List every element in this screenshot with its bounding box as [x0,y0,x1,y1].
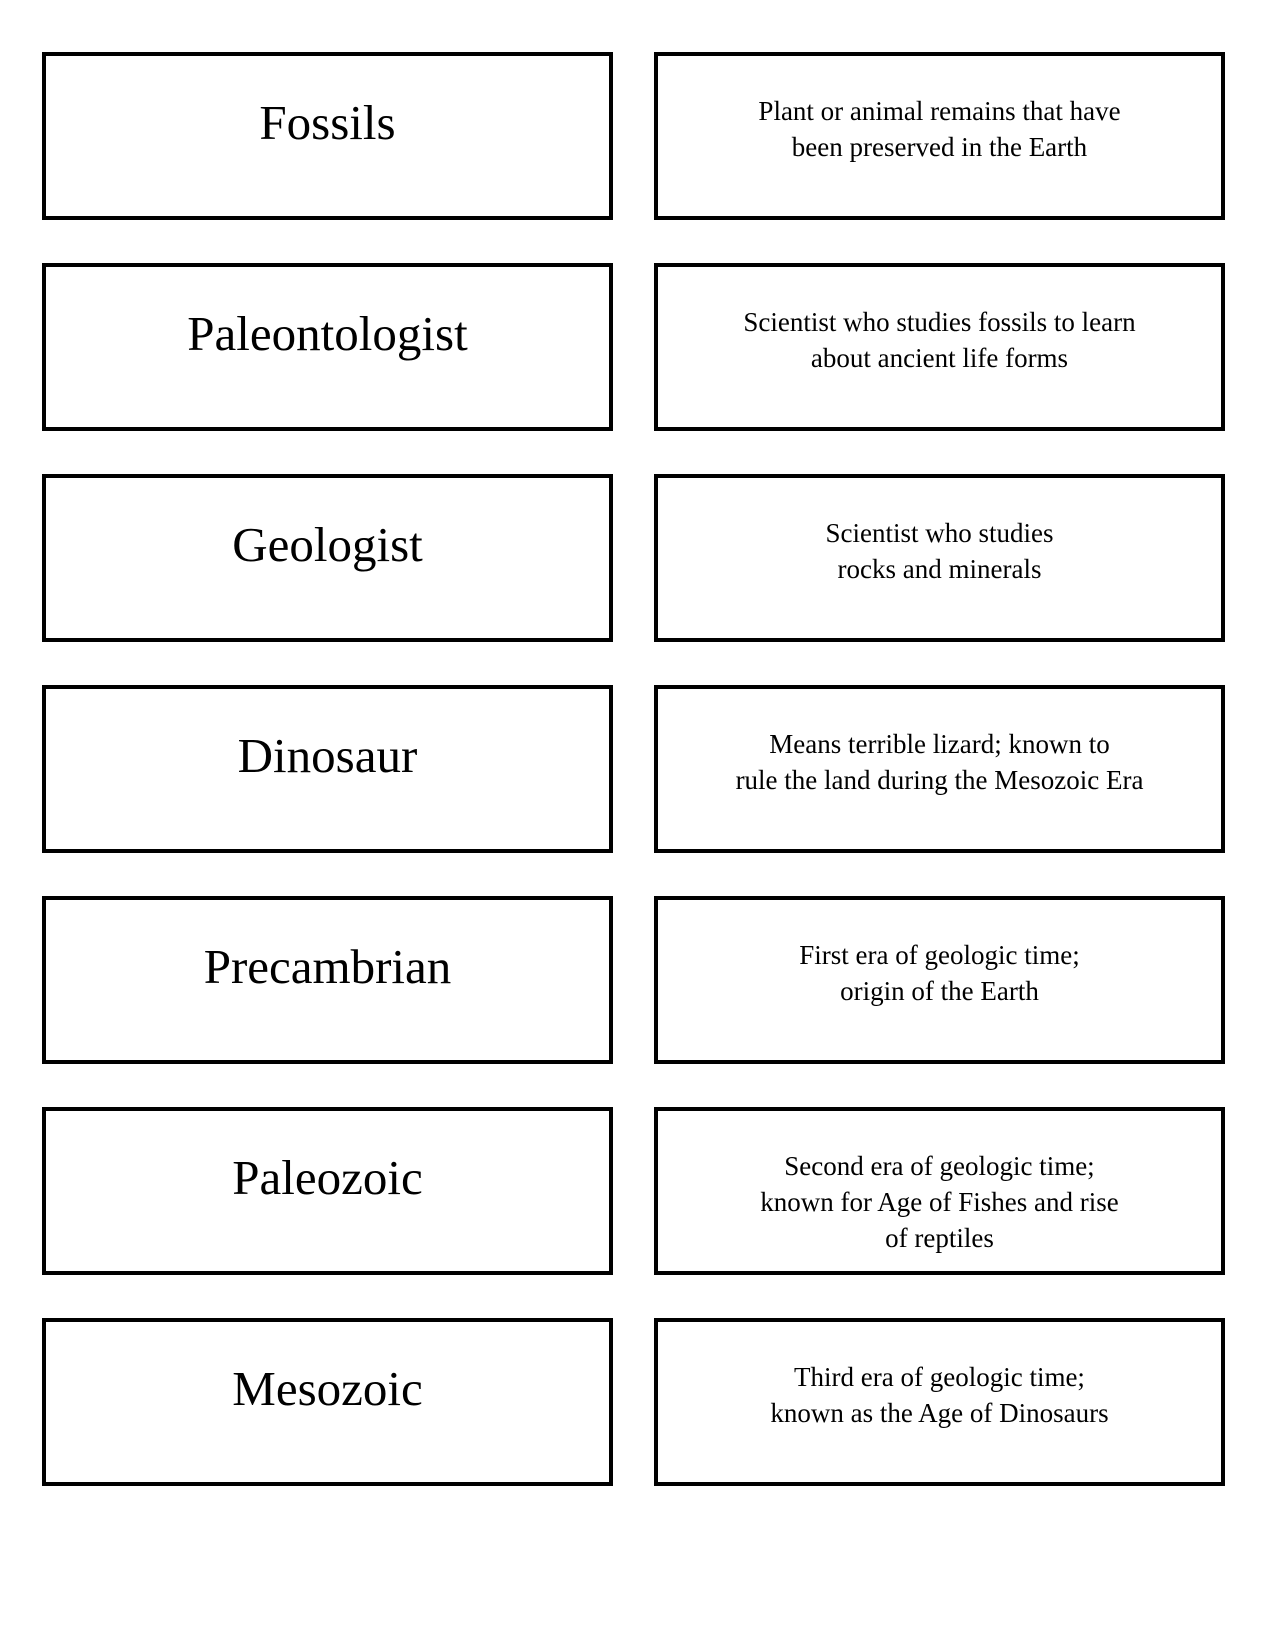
card-pair-geologist [0,474,1275,642]
card-pair-dinosaur [0,685,1275,853]
term-text: Dinosaur [237,728,418,783]
card-pair-paleozoic [0,1107,1275,1275]
term-card [42,685,613,853]
definition-card [654,685,1225,853]
term-text: Paleontologist [187,306,468,361]
term-text: Paleozoic [232,1150,423,1205]
definition-text: Scientist who studies fossils to learn about ancient life forms [743,307,1136,373]
term-card [42,263,613,431]
definition-text: First era of geologic time; origin of the Earth [799,940,1080,1006]
card-pair-paleontologist [0,263,1275,431]
definition-card [654,1318,1225,1486]
definition-card [654,474,1225,642]
definition-text: Second era of geologic time; known for Age of Fishes and rise of reptiles [760,1151,1119,1253]
term-card [42,52,613,220]
term-text: Fossils [259,95,396,150]
term-card [42,1107,613,1275]
term-card [42,474,613,642]
term-text: Mesozoic [232,1361,423,1416]
term-card [42,896,613,1064]
term-text: Precambrian [203,939,452,994]
definition-text: Means terrible lizard; known to rule the land during the Mesozoic Era [735,729,1144,795]
term-text: Geologist [232,517,423,572]
term-card [42,1318,613,1486]
definition-card [654,52,1225,220]
definition-text: Plant or animal remains that have been preserved in the Earth [758,96,1121,162]
definition-text: Scientist who studies rocks and minerals [825,518,1054,584]
definition-card [654,263,1225,431]
definition-text: Third era of geologic time; known as the Age of Dinosaurs [770,1362,1109,1428]
card-pair-fossils [0,52,1275,220]
card-pair-precambrian [0,896,1275,1064]
definition-card [654,1107,1225,1275]
card-pair-mesozoic [0,1318,1275,1486]
definition-card [654,896,1225,1064]
